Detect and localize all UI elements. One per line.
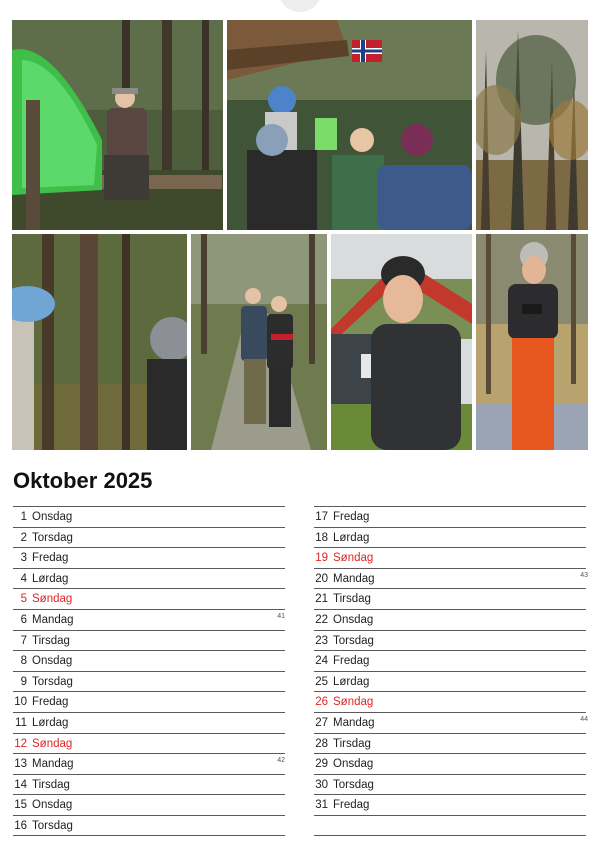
photo-woman-binoculars: [476, 234, 588, 450]
day-name: Tirsdag: [333, 593, 371, 606]
page-title: Oktober 2025: [13, 468, 153, 493]
day-number: 15: [14, 799, 27, 812]
calendar-row: [13, 527, 285, 548]
day-name: Søndag: [32, 737, 73, 750]
day-number: 14: [14, 778, 27, 791]
day-name: Mandag: [32, 758, 74, 771]
day-number: 21: [315, 593, 328, 606]
day-number: 28: [315, 737, 328, 750]
day-name: Fredag: [333, 511, 370, 523]
photo-forest-hikers-hats: [12, 234, 187, 450]
week-number: 41: [277, 612, 285, 620]
day-number: 25: [315, 675, 328, 688]
calendar-row: [13, 753, 285, 774]
week-number: 43: [580, 571, 588, 579]
day-number: 9: [20, 675, 27, 688]
day-number: 10: [14, 696, 27, 709]
week-number: 44: [580, 715, 588, 723]
day-number: 3: [20, 552, 27, 565]
day-name: Torsdag: [333, 634, 374, 647]
day-number: 24: [315, 655, 328, 668]
day-name: Onsdag: [32, 511, 73, 523]
calendar-row: [13, 506, 285, 527]
day-name: Lørdag: [333, 531, 370, 544]
day-number: 8: [20, 655, 27, 668]
day-number: 17: [315, 511, 328, 523]
calendar-row: [13, 671, 285, 692]
day-name: Torsdag: [32, 531, 73, 544]
calendar-row: [314, 650, 586, 671]
calendar-row: [13, 815, 285, 837]
day-name: Tirsdag: [32, 778, 70, 791]
day-number: 6: [20, 613, 27, 626]
calendar-row: [13, 691, 285, 712]
day-name: Lørdag: [32, 716, 69, 729]
calendar-row: [13, 588, 285, 609]
day-name: Torsdag: [333, 778, 374, 791]
calendar-row: [13, 609, 285, 630]
day-number: 18: [315, 531, 328, 544]
day-number: 20: [315, 572, 328, 585]
calendar-column-left: [13, 506, 285, 836]
day-number: 23: [315, 634, 328, 647]
calendar-row: [13, 630, 285, 651]
day-name: Fredag: [32, 552, 69, 565]
photo-man-by-cabin: [331, 234, 472, 450]
day-name: Onsdag: [32, 799, 73, 812]
calendar-row: [13, 650, 285, 671]
photo-two-men-on-path: [191, 234, 327, 450]
calendar-row: [314, 568, 586, 589]
calendar-row: [314, 691, 586, 712]
day-name: Lørdag: [32, 572, 69, 585]
day-number: 11: [15, 716, 27, 729]
calendar-row: [314, 671, 586, 692]
calendar-row: [13, 547, 285, 568]
calendar-row: [314, 753, 586, 774]
photo-group-norwegian-flag: [227, 20, 472, 230]
photo-autumn-trees: [476, 20, 588, 230]
calendar-row: [314, 547, 586, 568]
day-name: Mandag: [32, 613, 74, 626]
calendar-row: [314, 712, 586, 733]
day-number: 30: [315, 778, 328, 791]
day-number: 7: [20, 634, 27, 647]
day-number: 22: [315, 613, 328, 626]
day-name: Tirsdag: [32, 634, 70, 647]
binding-hole: [280, 0, 320, 12]
calendar-row: [314, 630, 586, 651]
calendar-row: [314, 794, 586, 815]
calendar-row: [13, 712, 285, 733]
day-number: 12: [14, 737, 27, 750]
day-number: 19: [315, 552, 328, 565]
week-number: 42: [277, 757, 285, 765]
calendar-row: [314, 815, 586, 837]
day-name: Mandag: [333, 572, 375, 585]
calendar-row: [314, 588, 586, 609]
day-number: 27: [315, 716, 328, 729]
day-name: Søndag: [333, 552, 374, 565]
day-number: 13: [14, 758, 27, 771]
day-name: Torsdag: [32, 675, 73, 688]
calendar-row: [13, 568, 285, 589]
calendar-row: [314, 733, 586, 754]
day-number: 16: [14, 819, 27, 832]
day-number: 1: [20, 511, 27, 523]
calendar-row: [13, 733, 285, 754]
day-number: 5: [20, 593, 27, 606]
day-number: 31: [315, 799, 328, 812]
calendar-row: [314, 527, 586, 548]
calendar-row: [314, 609, 586, 630]
calendar-column-right: [314, 506, 586, 836]
day-name: Fredag: [32, 696, 69, 709]
calendar-row: [13, 794, 285, 815]
day-name: Tirsdag: [333, 737, 371, 750]
day-name: Onsdag: [333, 613, 374, 626]
day-name: Onsdag: [333, 758, 374, 771]
day-number: 2: [20, 531, 27, 544]
day-name: Søndag: [32, 593, 73, 606]
day-number: 26: [315, 696, 328, 709]
calendar-row: [314, 506, 586, 527]
calendar-row: [314, 774, 586, 795]
day-name: Mandag: [333, 716, 375, 729]
day-name: Fredag: [333, 799, 370, 812]
day-name: Onsdag: [32, 655, 73, 668]
calendar-row: [13, 774, 285, 795]
day-name: Lørdag: [333, 675, 370, 688]
day-name: Torsdag: [32, 819, 73, 832]
photo-man-sitting-green-tent: [12, 20, 223, 230]
day-name: Fredag: [333, 655, 370, 668]
day-number: 4: [20, 572, 27, 585]
day-number: 29: [315, 758, 328, 771]
day-name: Søndag: [333, 696, 374, 709]
